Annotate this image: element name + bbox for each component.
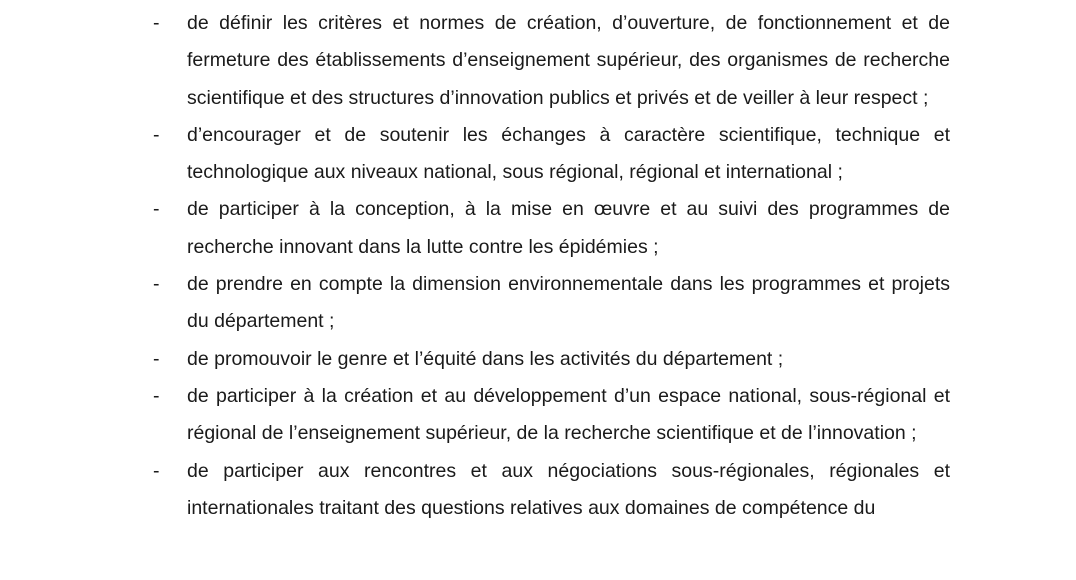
list-item-text: de prendre en compte la dimension environnementale dans les programmes et projets du département ; bbox=[187, 273, 950, 333]
list-bullet: - bbox=[153, 123, 160, 146]
list-item bbox=[150, 117, 950, 192]
list-bullet: - bbox=[153, 347, 160, 370]
list-item-text: d’encourager et de soutenir les échanges à caractère scientifique, technique et technologique aux niveaux national, sous régional, régional et international ; bbox=[187, 123, 950, 184]
list-item bbox=[150, 341, 950, 378]
list-item bbox=[150, 266, 950, 341]
list-item-text: de promouvoir le genre et l’équité dans les activités du département ; bbox=[187, 347, 784, 370]
list-item bbox=[150, 191, 950, 266]
list-bullet: - bbox=[153, 12, 160, 34]
list-bullet: - bbox=[153, 459, 160, 482]
list-item-text: de participer aux rencontres et aux négociations sous-régionales, régionales et internationales traitant des questions relatives aux domaines de compétence du bbox=[187, 459, 950, 519]
list-item-text: de participer à la création et au développement d’un espace national, sous-régional et régional de l’enseignement supérieur, de la recherche scientifique et de l’innovation ; bbox=[187, 384, 950, 445]
list-bullet: - bbox=[153, 198, 160, 221]
responsibilities-list bbox=[150, 5, 950, 527]
list-item bbox=[150, 453, 950, 528]
list-item bbox=[150, 378, 950, 453]
list-item-text: de définir les critères et normes de création, d’ouverture, de fonctionnement et de fermeture des établissements d’enseignement supérieur, des organismes de recherche scientifique et des structures d’innovation publics et privés et de veiller à leur respect ; bbox=[187, 12, 950, 109]
list-bullet: - bbox=[153, 384, 160, 407]
list-item bbox=[150, 5, 950, 117]
list-bullet: - bbox=[153, 273, 160, 296]
list-item-text: de participer à la conception, à la mise en œuvre et au suivi des programmes de recherche innovant dans la lutte contre les épidémies ; bbox=[187, 198, 950, 258]
